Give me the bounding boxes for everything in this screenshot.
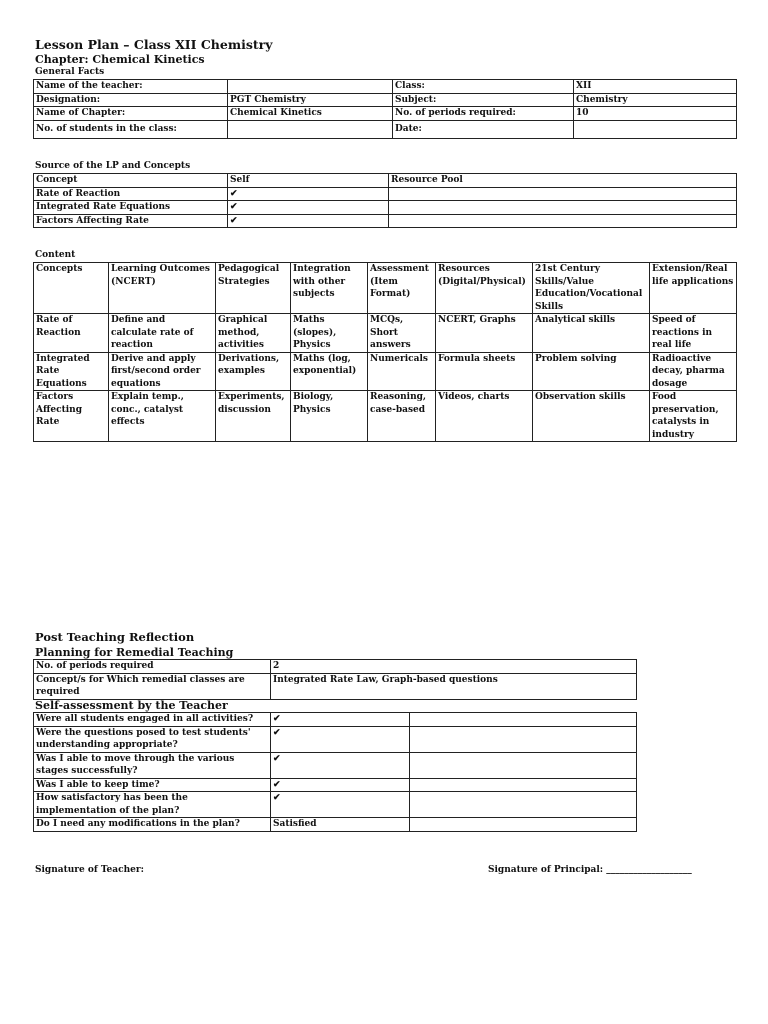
cell <box>410 752 637 778</box>
principal-signature-label: Signature of Principal: ___________________ <box>488 865 692 875</box>
cell <box>410 778 637 792</box>
cell: Derive and apply first/second order equations <box>109 352 216 391</box>
cell: Was I able to move through the various stages successfully? <box>34 752 271 778</box>
remedial-table <box>33 659 637 700</box>
cell <box>574 120 737 138</box>
cell: 10 <box>574 107 737 121</box>
header-cell: Pedagogical Strategies <box>216 263 291 314</box>
cell: Biology, Physics <box>291 391 368 442</box>
header-cell: Self <box>228 174 389 188</box>
cell: Explain temp., conc., catalyst effects <box>109 391 216 442</box>
reflection-title: Post Teaching Reflection <box>35 630 195 644</box>
teacher-signature-label: Signature of Teacher: <box>35 865 144 875</box>
cell <box>410 818 637 832</box>
cell: Class: <box>393 80 574 94</box>
cell: PGT Chemistry <box>228 93 393 107</box>
header-cell: Extension/Real life applications <box>650 263 737 314</box>
self-assessment-table <box>33 712 637 832</box>
cell: No. of periods required <box>34 660 271 674</box>
checkmark: ✔ <box>228 214 389 228</box>
general-facts-label: General Facts <box>35 67 105 77</box>
cell <box>410 726 637 752</box>
cell: Was I able to keep time? <box>34 778 271 792</box>
cell: MCQs, Short answers <box>368 314 436 353</box>
header-cell: Resources (Digital/Physical) <box>436 263 533 314</box>
cell: Subject: <box>393 93 574 107</box>
chapter-title: Chapter: Chemical Kinetics <box>35 53 205 66</box>
general-facts-table <box>33 79 737 139</box>
cell: Experiments, discussion <box>216 391 291 442</box>
cell: Date: <box>393 120 574 138</box>
source-table <box>33 173 737 228</box>
cell: Radioactive decay, pharma dosage <box>650 352 737 391</box>
cell: Do I need any modifications in the plan? <box>34 818 271 832</box>
checkmark: ✔ <box>271 713 410 727</box>
cell <box>410 792 637 818</box>
cell <box>228 80 393 94</box>
cell: Name of the teacher: <box>34 80 228 94</box>
header-cell: Assessment (Item Format) <box>368 263 436 314</box>
cell: Were all students engaged in all activities? <box>34 713 271 727</box>
cell: Name of Chapter: <box>34 107 228 121</box>
cell: 2 <box>271 660 637 674</box>
cell: Rate of Reaction <box>34 314 109 353</box>
header-cell: Concept <box>34 174 228 188</box>
cell: Derivations, examples <box>216 352 291 391</box>
cell: Chemical Kinetics <box>228 107 393 121</box>
cell: Integrated Rate Law, Graph-based questions <box>271 673 637 699</box>
cell: No. of periods required: <box>393 107 574 121</box>
checkmark: ✔ <box>271 778 410 792</box>
cell: Videos, charts <box>436 391 533 442</box>
header-cell: 21st Century Skills/Value Education/Vocational Skills <box>533 263 650 314</box>
header-cell: Integration with other subjects <box>291 263 368 314</box>
cell: No. of students in the class: <box>34 120 228 138</box>
cell: Formula sheets <box>436 352 533 391</box>
checkmark: ✔ <box>271 726 410 752</box>
cell: NCERT, Graphs <box>436 314 533 353</box>
cell: Were the questions posed to test students' understanding appropriate? <box>34 726 271 752</box>
content-table <box>33 262 737 442</box>
cell: Analytical skills <box>533 314 650 353</box>
cell: Speed of reactions in real life <box>650 314 737 353</box>
cell: Designation: <box>34 93 228 107</box>
checkmark: ✔ <box>228 187 389 201</box>
cell: Maths (slopes), Physics <box>291 314 368 353</box>
cell: Food preservation, catalysts in industry <box>650 391 737 442</box>
header-cell: Learning Outcomes (NCERT) <box>109 263 216 314</box>
page-title: Lesson Plan – Class XII Chemistry <box>35 37 273 52</box>
cell: Reasoning, case-based <box>368 391 436 442</box>
cell: Satisfied <box>271 818 410 832</box>
cell: XII <box>574 80 737 94</box>
cell: How satisfactory has been the implementation of the plan? <box>34 792 271 818</box>
cell <box>389 214 737 228</box>
cell: Factors Affecting Rate <box>34 214 228 228</box>
checkmark: ✔ <box>228 201 389 215</box>
cell: Concept/s for Which remedial classes are required <box>34 673 271 699</box>
checkmark: ✔ <box>271 752 410 778</box>
header-cell: Resource Pool <box>389 174 737 188</box>
cell: Numericals <box>368 352 436 391</box>
header-cell: Concepts <box>34 263 109 314</box>
cell: Rate of Reaction <box>34 187 228 201</box>
cell <box>389 187 737 201</box>
checkmark: ✔ <box>271 792 410 818</box>
self-assessment-label: Self-assessment by the Teacher <box>35 699 228 712</box>
cell <box>410 713 637 727</box>
cell: Integrated Rate Equations <box>34 201 228 215</box>
cell: Factors Affecting Rate <box>34 391 109 442</box>
remedial-label: Planning for Remedial Teaching <box>35 646 234 659</box>
cell: Define and calculate rate of reaction <box>109 314 216 353</box>
content-label: Content <box>35 250 76 260</box>
cell <box>389 201 737 215</box>
cell: Chemistry <box>574 93 737 107</box>
cell <box>228 120 393 138</box>
cell: Maths (log, exponential) <box>291 352 368 391</box>
cell: Observation skills <box>533 391 650 442</box>
cell: Problem solving <box>533 352 650 391</box>
source-label: Source of the LP and Concepts <box>35 161 191 171</box>
cell: Integrated Rate Equations <box>34 352 109 391</box>
cell: Graphical method, activities <box>216 314 291 353</box>
